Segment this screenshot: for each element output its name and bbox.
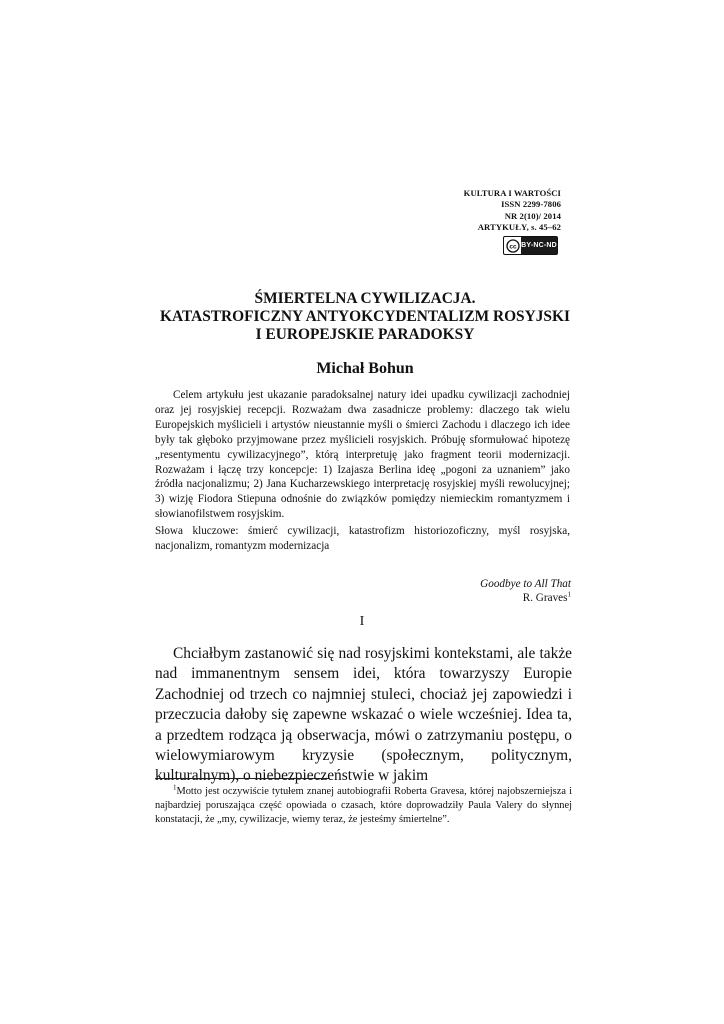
title-line-2: KATASTROFICZNY ANTYOKCYDENTALIZM ROSYJSKI (160, 308, 570, 325)
footnote-ref: 1 (567, 590, 571, 599)
svg-text:cc: cc (508, 243, 517, 251)
footnote-paragraph (155, 785, 572, 827)
title-line-1: ŚMIERTELNA CYWILIZACJA. (254, 290, 476, 307)
footnote (155, 785, 572, 827)
epigraph (480, 577, 571, 605)
body-paragraph: Chciałbym zastanowić się nad rosyjskimi kontekstami, ale także nad immanentnym sensem idei, która towarzyszy Europie Zachodniej od trzech co najmniej stuleci, chociaż jej zapowiedzi i przeczucia dałoby się zapewne wskazać o wiele wcześniej. Idea ta, a przedtem rodząca ją obserwacja, mówi o zatrzymaniu postępu, o wielowymiarowym kryzysie (społecznym, politycznym, kulturalnym), o niebezpieczeństwie w jakim (155, 645, 572, 785)
title-line-3: I EUROPEJSKIE PARADOKSY (255, 326, 475, 343)
cc-icon (504, 237, 521, 254)
journal-section-pages: ARTYKUŁY, s. 45–62 (477, 222, 561, 233)
footnote-mark: 1 (173, 783, 177, 792)
journal-issn: ISSN 2299-7806 (501, 199, 561, 210)
keywords: Słowa kluczowe: śmierć cywilizacji, katastrofizm historiozoficzny, myśl rosyjska, nacjonalizm, romantyzm modernizacja (155, 525, 570, 552)
footnote-text: Motto jest oczywiście tytułem znanej autobiografii Roberta Gravesa, której najobszerniejsza i najbardziej poruszająca część opowiada o czasach, które doprowadziły Paula Valery do słynnej konstatacji, że „my, cywilizacje, wiemy teraz, że jesteśmy śmiertelne”. (155, 786, 572, 825)
section-heading: I (359, 614, 365, 629)
body-text (155, 644, 572, 787)
abstract (155, 388, 570, 522)
article-title (140, 290, 590, 344)
epigraph-quote: Goodbye to All That (480, 578, 571, 590)
cc-license-badge (503, 236, 558, 255)
journal-issue: NR 2(10)/ 2014 (504, 210, 561, 221)
cc-license-text: BY-NC-ND (521, 237, 557, 254)
author-name: Michał Bohun (316, 360, 414, 377)
footnote-divider (155, 778, 330, 779)
journal-name: KULTURA I WARTOŚCI (463, 188, 561, 198)
journal-info (464, 188, 561, 234)
epigraph-attribution: R. Graves (522, 592, 568, 604)
abstract-text: Celem artykułu jest ukazanie paradoksalnej natury idei upadku cywilizacji zachodniej oraz jej rosyjskiej recepcji. Rozważam dwa zasadnicze problemy: dlaczego tak wielu Europejskich myślicieli i artystów nieustannie myśli o śmierci Zachodu i dlaczego ich idee były tak głęboko przyjmowane przez myślicieli rosyjskich. Próbuję sformułować hipotezę „resentymentu cywilizacyjnego”, którą interpretuję jako fragment teorii modernizacji. Rozważam i łączę trzy koncepcje: 1) Izajasza Berlina ideę „pogoni za uznaniem” jako źródła nacjonalizmu; 2) Jana Kucharzewskiego interpretację rosyjskiej myśli rewolucyjnej; 3) wizję Fiodora Stiepuna odnośnie do związków pomiędzy niemieckim romantyzmem i słowianofilstwem rosyjskim. (155, 389, 570, 521)
epigraph-attribution-line (480, 591, 571, 605)
